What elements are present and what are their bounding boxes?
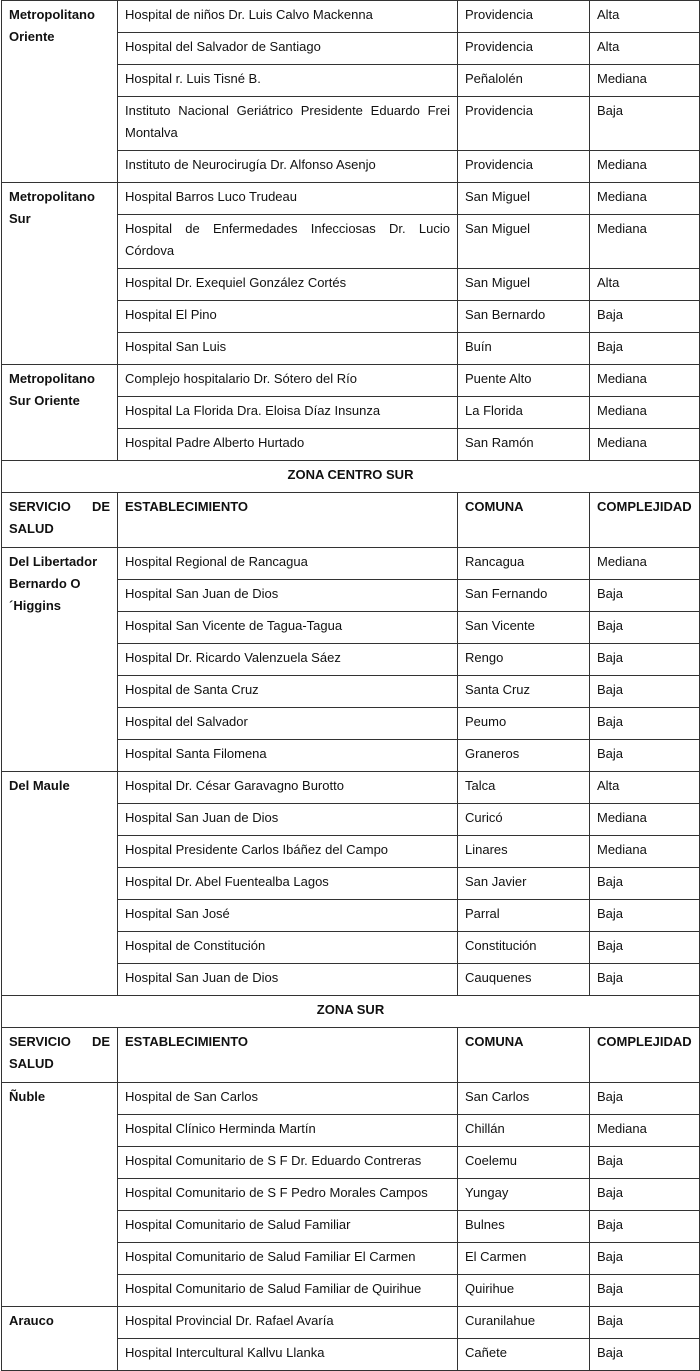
comuna-cell: San Miguel xyxy=(458,215,590,269)
complejidad-cell: Mediana xyxy=(590,151,700,183)
comuna-cell: Linares xyxy=(458,836,590,868)
zone-title: ZONA SUR xyxy=(2,996,700,1028)
establecimiento-cell: Hospital San Juan de Dios xyxy=(118,964,458,996)
establecimiento-cell: Hospital Santa Filomena xyxy=(118,740,458,772)
servicio-cell: Metropolitano Sur xyxy=(2,183,118,365)
complejidad-cell: Mediana xyxy=(590,548,700,580)
establecimiento-cell: Hospital Intercultural Kallvu Llanka xyxy=(118,1339,458,1371)
comuna-cell: San Javier xyxy=(458,868,590,900)
comuna-cell: Curanilahue xyxy=(458,1307,590,1339)
establecimiento-cell: Hospital Comunitario de Salud Familiar de Quirihue xyxy=(118,1275,458,1307)
complejidad-cell: Baja xyxy=(590,301,700,333)
complejidad-cell: Baja xyxy=(590,1243,700,1275)
establecimiento-cell: Hospital El Pino xyxy=(118,301,458,333)
comuna-cell: Puente Alto xyxy=(458,365,590,397)
complejidad-cell: Mediana xyxy=(590,804,700,836)
complejidad-cell: Baja xyxy=(590,1211,700,1243)
establecimiento-cell: Hospital de niños Dr. Luis Calvo Mackenna xyxy=(118,1,458,33)
header-servicio-word: DE xyxy=(91,1034,110,1049)
establecimiento-cell: Hospital r. Luis Tisné B. xyxy=(118,65,458,97)
complejidad-cell: Mediana xyxy=(590,183,700,215)
complejidad-cell: Baja xyxy=(590,1307,700,1339)
complejidad-cell: Baja xyxy=(590,740,700,772)
header-servicio xyxy=(2,493,118,548)
complejidad-cell: Baja xyxy=(590,97,700,151)
header-comuna: COMUNA xyxy=(458,493,590,548)
table-row xyxy=(2,772,700,804)
establecimiento-cell: Hospital San Vicente de Tagua-Tagua xyxy=(118,612,458,644)
complejidad-cell: Mediana xyxy=(590,1115,700,1147)
comuna-cell: Chillán xyxy=(458,1115,590,1147)
establecimiento-cell: Hospital de San Carlos xyxy=(118,1083,458,1115)
comuna-cell: Bulnes xyxy=(458,1211,590,1243)
complejidad-cell: Alta xyxy=(590,772,700,804)
complejidad-cell: Baja xyxy=(590,333,700,365)
establecimiento-cell: Instituto Nacional Geriátrico Presidente Eduardo Frei Montalva xyxy=(118,97,458,151)
establecimiento-cell: Hospital Clínico Herminda Martín xyxy=(118,1115,458,1147)
establecimiento-cell: Hospital Padre Alberto Hurtado xyxy=(118,429,458,461)
establecimiento-cell: Hospital de Enfermedades Infecciosas Dr. Lucio Córdova xyxy=(118,215,458,269)
establecimiento-cell: Hospital Comunitario de Salud Familiar xyxy=(118,1211,458,1243)
complejidad-cell: Baja xyxy=(590,900,700,932)
complejidad-cell: Mediana xyxy=(590,429,700,461)
establecimiento-cell: Hospital Dr. Abel Fuentealba Lagos xyxy=(118,868,458,900)
header-complejidad: COMPLEJIDAD xyxy=(590,493,700,548)
comuna-cell: Providencia xyxy=(458,1,590,33)
establecimiento-cell: Hospital del Salvador de Santiago xyxy=(118,33,458,65)
establecimiento-cell: Hospital San José xyxy=(118,900,458,932)
complejidad-cell: Baja xyxy=(590,580,700,612)
comuna-cell: La Florida xyxy=(458,397,590,429)
comuna-cell: Graneros xyxy=(458,740,590,772)
comuna-cell: San Bernardo xyxy=(458,301,590,333)
complejidad-cell: Baja xyxy=(590,964,700,996)
establecimiento-cell: Instituto de Neurocirugía Dr. Alfonso Asenjo xyxy=(118,151,458,183)
establecimiento-cell: Hospital de Constitución xyxy=(118,932,458,964)
servicio-cell: Metropolitano Oriente xyxy=(2,1,118,183)
comuna-cell: Providencia xyxy=(458,97,590,151)
complejidad-cell: Baja xyxy=(590,612,700,644)
establecimiento-cell: Hospital del Salvador xyxy=(118,708,458,740)
establecimiento-cell: Hospital Barros Luco Trudeau xyxy=(118,183,458,215)
header-servicio-word: SERVICIO xyxy=(9,1034,71,1049)
complejidad-cell: Baja xyxy=(590,1147,700,1179)
establecimiento-cell: Hospital Dr. Exequiel González Cortés xyxy=(118,269,458,301)
header-servicio-word: SALUD xyxy=(9,1056,54,1071)
comuna-cell: Curicó xyxy=(458,804,590,836)
servicio-cell: Metropolitano Sur Oriente xyxy=(2,365,118,461)
comuna-cell: Peñalolén xyxy=(458,65,590,97)
establecimiento-cell: Hospital San Juan de Dios xyxy=(118,804,458,836)
complejidad-cell: Alta xyxy=(590,33,700,65)
establecimiento-cell: Hospital Comunitario de S F Pedro Morales Campos xyxy=(118,1179,458,1211)
comuna-cell: Talca xyxy=(458,772,590,804)
servicio-cell: Del Libertador Bernardo O´Higgins xyxy=(2,548,118,772)
table-row xyxy=(2,1307,700,1339)
servicio-cell: Del Maule xyxy=(2,772,118,996)
header-servicio xyxy=(2,1028,118,1083)
comuna-cell: San Fernando xyxy=(458,580,590,612)
establecimiento-cell: Complejo hospitalario Dr. Sótero del Río xyxy=(118,365,458,397)
complejidad-cell: Mediana xyxy=(590,365,700,397)
complejidad-cell: Baja xyxy=(590,868,700,900)
establecimiento-cell: Hospital Provincial Dr. Rafael Avaría xyxy=(118,1307,458,1339)
establecimiento-cell: Hospital Dr. Ricardo Valenzuela Sáez xyxy=(118,644,458,676)
comuna-cell: Santa Cruz xyxy=(458,676,590,708)
comuna-cell: San Miguel xyxy=(458,269,590,301)
header-comuna: COMUNA xyxy=(458,1028,590,1083)
complejidad-cell: Baja xyxy=(590,1179,700,1211)
establecimiento-cell: Hospital Comunitario de S F Dr. Eduardo Contreras xyxy=(118,1147,458,1179)
complejidad-cell: Baja xyxy=(590,1275,700,1307)
header-servicio-word: SALUD xyxy=(9,521,54,536)
comuna-cell: Rengo xyxy=(458,644,590,676)
establecimiento-cell: Hospital Regional de Rancagua xyxy=(118,548,458,580)
complejidad-cell: Mediana xyxy=(590,65,700,97)
table-row xyxy=(2,1083,700,1115)
header-complejidad: COMPLEJIDAD xyxy=(590,1028,700,1083)
establecimiento-cell: Hospital Presidente Carlos Ibáñez del Campo xyxy=(118,836,458,868)
establecimiento-cell: Hospital La Florida Dra. Eloisa Díaz Insunza xyxy=(118,397,458,429)
complejidad-cell: Mediana xyxy=(590,836,700,868)
establecimiento-cell: Hospital San Luis xyxy=(118,333,458,365)
comuna-cell: Peumo xyxy=(458,708,590,740)
hospitals-table xyxy=(1,0,700,1371)
zone-title: ZONA CENTRO SUR xyxy=(2,461,700,493)
header-establecimiento: ESTABLECIMIENTO xyxy=(118,493,458,548)
complejidad-cell: Baja xyxy=(590,1083,700,1115)
table-row xyxy=(2,1,700,33)
comuna-cell: San Vicente xyxy=(458,612,590,644)
servicio-cell: Arauco xyxy=(2,1307,118,1371)
complejidad-cell: Mediana xyxy=(590,215,700,269)
comuna-cell: San Ramón xyxy=(458,429,590,461)
zone-header-row xyxy=(2,996,700,1028)
comuna-cell: Buín xyxy=(458,333,590,365)
table-row xyxy=(2,183,700,215)
complejidad-cell: Alta xyxy=(590,269,700,301)
establecimiento-cell: Hospital San Juan de Dios xyxy=(118,580,458,612)
complejidad-cell: Baja xyxy=(590,644,700,676)
complejidad-cell: Mediana xyxy=(590,397,700,429)
column-header-row xyxy=(2,1028,700,1083)
table-row xyxy=(2,365,700,397)
comuna-cell: Providencia xyxy=(458,33,590,65)
header-servicio-word: DE xyxy=(91,499,110,514)
establecimiento-cell: Hospital Comunitario de Salud Familiar El Carmen xyxy=(118,1243,458,1275)
column-header-row xyxy=(2,493,700,548)
comuna-cell: Rancagua xyxy=(458,548,590,580)
establecimiento-cell: Hospital Dr. César Garavagno Burotto xyxy=(118,772,458,804)
complejidad-cell: Baja xyxy=(590,932,700,964)
comuna-cell: Constitución xyxy=(458,932,590,964)
comuna-cell: Parral xyxy=(458,900,590,932)
comuna-cell: Cañete xyxy=(458,1339,590,1371)
comuna-cell: San Miguel xyxy=(458,183,590,215)
table-row xyxy=(2,548,700,580)
comuna-cell: Coelemu xyxy=(458,1147,590,1179)
complejidad-cell: Alta xyxy=(590,1,700,33)
comuna-cell: Providencia xyxy=(458,151,590,183)
comuna-cell: Quirihue xyxy=(458,1275,590,1307)
zone-header-row xyxy=(2,461,700,493)
servicio-cell: Ñuble xyxy=(2,1083,118,1307)
establecimiento-cell: Hospital de Santa Cruz xyxy=(118,676,458,708)
header-establecimiento: ESTABLECIMIENTO xyxy=(118,1028,458,1083)
complejidad-cell: Baja xyxy=(590,676,700,708)
comuna-cell: San Carlos xyxy=(458,1083,590,1115)
comuna-cell: Cauquenes xyxy=(458,964,590,996)
comuna-cell: Yungay xyxy=(458,1179,590,1211)
header-servicio-word: SERVICIO xyxy=(9,499,71,514)
complejidad-cell: Baja xyxy=(590,708,700,740)
comuna-cell: El Carmen xyxy=(458,1243,590,1275)
complejidad-cell: Baja xyxy=(590,1339,700,1371)
